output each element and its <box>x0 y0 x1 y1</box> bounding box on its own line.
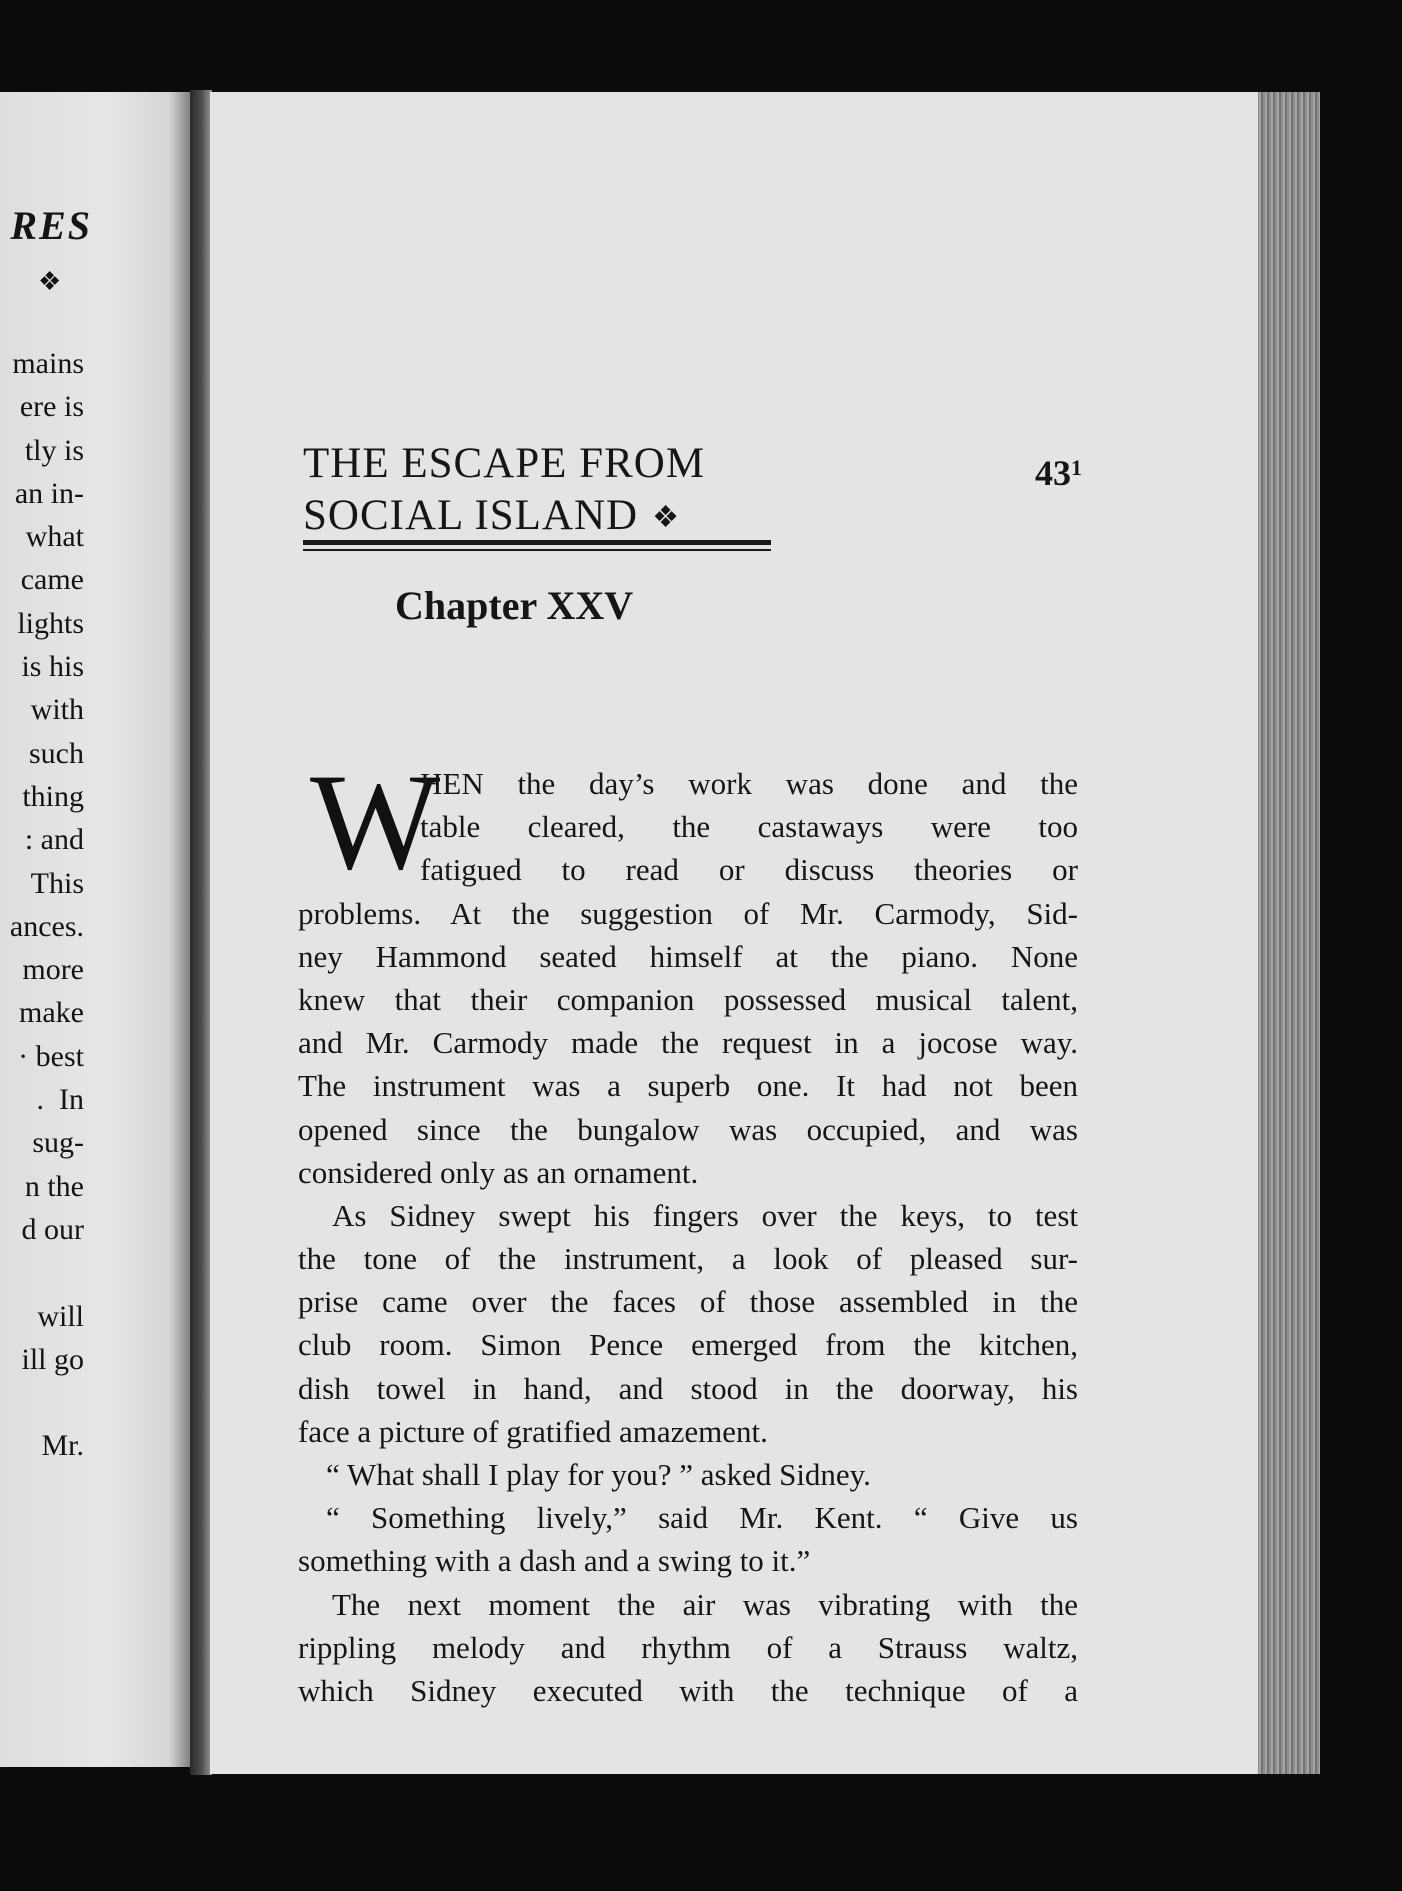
left-line-fragment: what <box>25 520 84 554</box>
left-line-fragment: make <box>19 996 84 1030</box>
text-line: problems. At the suggestion of Mr. Carmody, Sid- <box>298 895 1078 931</box>
text-line: knew that their companion possessed musical talent, <box>298 981 1078 1017</box>
text-line: As Sidney swept his fingers over the keys, to test <box>332 1197 1078 1233</box>
facing-page-left <box>0 92 192 1767</box>
text-line: fatigued to read or discuss theories or <box>420 852 1078 888</box>
text-line: The instrument was a superb one. It had not been <box>298 1068 1078 1104</box>
text-line: dish towel in hand, and stood in the doorway, his <box>298 1370 1078 1406</box>
fleuron-icon: ❖ <box>652 501 681 534</box>
left-line-fragment: is his <box>21 650 84 684</box>
left-line-fragment: such <box>29 736 84 770</box>
drop-cap: W <box>310 745 441 898</box>
left-line-fragment: This <box>30 866 84 900</box>
left-ornament-icon: ❖ <box>38 267 62 296</box>
text-line: considered only as an ornament. <box>298 1154 699 1190</box>
text-line: The next moment the air was vibrating with the <box>332 1586 1078 1622</box>
header-rule <box>303 540 771 551</box>
left-line-fragment: ere is <box>19 390 84 424</box>
text-line: face a picture of gratified amazement. <box>298 1413 768 1449</box>
text-line: “ Something lively,” said Mr. Kent. “ Give us <box>326 1500 1078 1536</box>
text-line: table cleared, the castaways were too <box>420 809 1078 845</box>
left-line-fragment: came <box>20 563 84 597</box>
text-line: prise came over the faces of those assembled in the <box>298 1284 1078 1320</box>
left-line-fragment: sug- <box>32 1126 84 1160</box>
text-line: and Mr. Carmody made the request in a jocose way. <box>298 1025 1078 1061</box>
left-line-fragment: n the <box>24 1169 84 1203</box>
page-number <box>1035 452 1082 494</box>
chapter-title: Chapter XXV <box>395 583 634 628</box>
left-running-head: RES <box>10 203 92 248</box>
text-line: the tone of the instrument, a look of pleased sur- <box>298 1241 1078 1277</box>
text-line: something with a dash and a swing to it.” <box>298 1543 811 1579</box>
book-gutter <box>190 90 212 1775</box>
left-line-fragment: : and <box>24 823 84 857</box>
left-line-fragment: d our <box>21 1212 84 1246</box>
text-line: which Sidney executed with the technique of a <box>298 1672 1078 1708</box>
left-line-fragment: an in- <box>14 476 84 510</box>
left-line-fragment: will <box>37 1299 84 1333</box>
text-line: club room. Simon Pence emerged from the kitchen, <box>298 1327 1078 1363</box>
running-head-line-1: THE ESCAPE FROM <box>303 440 706 487</box>
page-edges <box>1258 92 1320 1774</box>
page-number-text: $43^1$ <box>1035 453 1082 493</box>
text-line: “ What shall I play for you? ” asked Sidney. <box>326 1457 871 1492</box>
left-line-fragment: ances. <box>9 909 84 943</box>
left-line-fragment: . In <box>36 1083 84 1117</box>
left-line-fragment: thing <box>22 779 84 813</box>
running-head <box>303 438 773 544</box>
left-line-fragment: tly is <box>24 433 84 467</box>
body-text <box>298 745 1078 1712</box>
text-line: ney Hammond seated himself at the piano. None <box>298 938 1078 974</box>
left-line-fragment: · best <box>18 1039 84 1073</box>
left-line-fragment: mains <box>12 347 84 380</box>
left-line-fragment: ill go <box>21 1342 84 1376</box>
text-line: HEN the day’s work was done and the <box>420 766 1078 801</box>
text-line: rippling melody and rhythm of a Strauss waltz, <box>298 1629 1078 1665</box>
running-head-line-2 <box>303 490 773 544</box>
page-431 <box>210 92 1320 1774</box>
left-text-column <box>10 342 84 1468</box>
left-line-fragment: more <box>22 953 84 987</box>
left-line-fragment: lights <box>17 606 84 640</box>
text-line: opened since the bungalow was occupied, and was <box>298 1111 1078 1147</box>
left-line-fragment: Mr. <box>41 1429 84 1463</box>
left-line-fragment <box>10 1381 84 1424</box>
left-line-fragment: with <box>30 693 84 727</box>
running-head-line-2-text: SOCIAL ISLAND <box>303 492 639 539</box>
left-line-fragment <box>10 1251 84 1294</box>
